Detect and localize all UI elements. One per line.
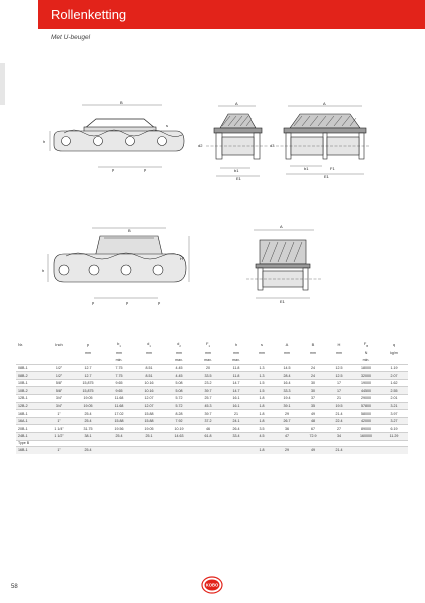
table-cell	[194, 446, 222, 454]
table-cell: 1 1/4"	[54, 426, 64, 431]
table-header-row	[16, 340, 408, 349]
table-cell: 16B-1	[18, 448, 28, 453]
drawing-chain-side-view-top	[36, 97, 186, 192]
table-cell: 37	[311, 396, 315, 401]
table-cell: 29000	[361, 396, 371, 401]
table-cell: 1.62	[390, 381, 398, 386]
column-header	[326, 340, 352, 349]
table-cell: 1.8	[259, 403, 265, 408]
column-note	[16, 357, 46, 365]
table-row	[16, 446, 408, 454]
column-header-symbol: s	[261, 342, 263, 347]
table-cell: 58000	[361, 411, 371, 416]
table-cell: 39.1	[283, 403, 291, 408]
column-header-symbol: F	[206, 341, 209, 347]
table-cell: 30	[311, 381, 315, 386]
column-header-symbol: B	[311, 342, 315, 347]
column-header-symbol: q	[392, 342, 396, 347]
table-cell: 7.92	[175, 419, 183, 424]
table-cell: 38.1	[84, 434, 92, 439]
table-cell: 3.21	[390, 403, 398, 408]
table-cell: 16B-1	[18, 411, 28, 416]
table-cell: 33.4	[232, 434, 240, 439]
table-cell: 17	[337, 381, 341, 386]
table-cell: 1"	[57, 448, 61, 453]
table-cell: 11.8	[232, 365, 240, 370]
table-cell: 3.97	[390, 411, 398, 416]
side-tab	[0, 63, 5, 105]
table-cell: 3/4"	[55, 396, 63, 401]
table-cell: 11.68	[114, 403, 124, 408]
column-header	[300, 340, 326, 349]
column-header-subscript: 2	[179, 344, 181, 348]
table-cell: 19.4	[283, 396, 291, 401]
column-note	[134, 357, 164, 365]
dim-label-b-2: B	[128, 228, 131, 233]
column-unit: mm	[284, 350, 290, 355]
table-cell: 30	[311, 388, 315, 393]
table-cell: 1.3	[259, 365, 265, 370]
table-cell: 33.5	[204, 373, 212, 378]
table-cell: 8.51	[145, 365, 153, 370]
table-cell	[380, 446, 408, 454]
column-header-subscript: B	[366, 344, 369, 348]
table-cell: 16.1	[232, 396, 240, 401]
type-label: Type B	[18, 441, 30, 446]
table-cell: 47	[285, 434, 289, 439]
table-row	[16, 372, 408, 380]
table-row	[16, 395, 408, 403]
table-cell: 14.7	[232, 388, 240, 393]
table-cell: 12B-1	[18, 396, 28, 401]
table-cell: 10.19	[174, 426, 184, 431]
table-cell	[164, 446, 194, 454]
column-header-symbol: h	[234, 342, 238, 347]
column-header-symbol: p	[86, 342, 90, 347]
dim-label-p-5: p	[158, 300, 161, 305]
table-cell: 12.7	[84, 365, 92, 370]
table-cell: 9.65	[115, 388, 123, 393]
table-cell: 19000	[361, 381, 371, 386]
table-cell: 72.9	[309, 434, 317, 439]
table-cell: 5.08	[175, 381, 183, 386]
table-cell: 11.29	[389, 434, 399, 439]
dim-label-p-3: p	[92, 300, 95, 305]
table-cell: 7.75	[115, 365, 123, 370]
table-cell: 6.19	[390, 426, 398, 431]
table-cell: 1.8	[259, 411, 265, 416]
table-cell: 1.5	[259, 388, 265, 393]
table-cell: 25.4	[84, 411, 92, 416]
table-cell: 1.8	[259, 419, 265, 424]
column-unit: mm	[205, 350, 211, 355]
column-header	[194, 340, 222, 349]
table-cell: 15.88	[114, 419, 124, 424]
column-note: max.	[204, 358, 212, 363]
page-number: 58	[11, 584, 18, 590]
dim-label-a-3: A	[280, 224, 283, 229]
table-cell: 4.45	[175, 365, 183, 370]
table-cell: 1.19	[390, 365, 398, 370]
table-cell: 49	[311, 448, 315, 453]
column-header-symbol: Inch	[55, 342, 63, 347]
table-cell: 5.72	[175, 396, 183, 401]
column-unit: mm	[259, 350, 265, 355]
table-row	[16, 387, 408, 395]
dim-label-p-4: p	[126, 300, 129, 305]
table-unit-row	[16, 349, 408, 357]
column-note	[300, 357, 326, 365]
column-header-subscript: 1	[208, 344, 210, 348]
table-cell: 26.7	[283, 419, 291, 424]
dim-label-h-2: h	[42, 268, 45, 273]
table-cell	[222, 446, 250, 454]
table-cell: 21.4	[335, 411, 343, 416]
table-cell: 14.7	[232, 381, 240, 386]
table-cell: 37.2	[204, 419, 212, 424]
column-note	[46, 357, 72, 365]
dim-label-b1-1: b1	[234, 168, 239, 173]
table-cell: 35	[311, 403, 315, 408]
table-cell: 33.3	[283, 388, 291, 393]
table-cell	[104, 446, 134, 454]
dim-label-p-2: p	[144, 167, 147, 172]
table-row	[16, 379, 408, 387]
table-cell: 16.4	[283, 381, 291, 386]
drawing-chain-section-single	[194, 100, 269, 185]
dim-label-a-2: A	[323, 101, 326, 106]
page-subtitle: Met U-beugel	[51, 34, 91, 41]
table-cell: 25.4	[84, 419, 92, 424]
column-unit: mm	[116, 350, 122, 355]
table-cell: 42000	[361, 419, 371, 424]
column-unit	[46, 349, 72, 357]
table-row	[16, 425, 408, 433]
table-cell: 12.5	[335, 373, 343, 378]
column-note	[72, 357, 104, 365]
table-cell: 19.05	[83, 396, 93, 401]
table-cell: 48	[311, 419, 315, 424]
table-cell: 21	[337, 396, 341, 401]
column-header	[250, 340, 274, 349]
dim-label-d3: d3	[270, 143, 275, 148]
dim-label-d2: d2	[198, 143, 203, 148]
table-cell: 32000	[361, 373, 371, 378]
column-unit: mm	[176, 350, 182, 355]
table-cell: 39.7	[204, 411, 212, 416]
table-cell: 2.55	[390, 388, 398, 393]
column-header-subscript: 1	[149, 344, 151, 348]
table-cell: 19.56	[114, 426, 124, 431]
column-header	[380, 340, 408, 349]
column-note: min.	[362, 358, 370, 363]
table-row	[16, 417, 408, 425]
column-unit: mm	[146, 350, 152, 355]
table-cell: 25.4	[115, 434, 123, 439]
table-cell: 8.28	[175, 411, 183, 416]
column-header-subscript: 1	[119, 344, 121, 348]
table-cell: 1.8	[259, 448, 265, 453]
table-cell: 46	[206, 426, 210, 431]
table-cell: 28.4	[283, 373, 291, 378]
table-cell: 160000	[360, 434, 372, 439]
table-cell: 21.4	[335, 448, 343, 453]
table-cell: 25.4	[84, 448, 92, 453]
table-cell: 1.3	[259, 373, 265, 378]
table-cell: 4.5	[259, 434, 265, 439]
table-cell: 19.5	[335, 403, 343, 408]
drawing-chain-section-duplex	[270, 100, 370, 185]
column-unit: mm	[85, 350, 91, 355]
table-cell: 11.8	[232, 373, 240, 378]
table-cell: 16A-1	[18, 419, 28, 424]
table-cell: 18000	[361, 365, 371, 370]
table-cell: 19.05	[144, 426, 154, 431]
table-cell: 67	[311, 426, 315, 431]
table-cell: 19.05	[83, 403, 93, 408]
table-cell: 12B-2	[18, 403, 28, 408]
table-cell: 1 1/2"	[54, 434, 64, 439]
table-note-row	[16, 357, 408, 365]
column-note	[274, 357, 300, 365]
dim-label-f1: F1	[330, 166, 335, 171]
table-cell: 7.75	[115, 373, 123, 378]
column-header	[164, 340, 194, 349]
column-header-symbol: H	[337, 342, 341, 347]
table-cell: 26.4	[232, 426, 240, 431]
column-unit: mm	[336, 350, 342, 355]
header-bar	[38, 0, 425, 29]
table-cell: 36	[285, 426, 289, 431]
table-cell: 08B-1	[18, 365, 28, 370]
column-header-symbol: A	[285, 342, 289, 347]
dim-label-e1-2: E1	[324, 174, 329, 179]
table-cell: 3.5	[259, 426, 265, 431]
table-cell: 2.07	[390, 373, 398, 378]
column-header-symbol: b	[117, 341, 120, 347]
column-note	[326, 357, 352, 365]
table-cell: 16.1	[232, 403, 240, 408]
column-note: min.	[115, 358, 123, 363]
table-cell: 17	[337, 388, 341, 393]
table-cell: 20	[206, 365, 210, 370]
table-cell: 49	[311, 411, 315, 416]
column-unit: mm	[310, 350, 316, 355]
column-header-symbol: d	[177, 341, 180, 347]
table-cell: 12.7	[84, 373, 92, 378]
column-note: max.	[232, 358, 240, 363]
specification-table	[16, 340, 408, 454]
column-header	[352, 340, 380, 349]
dim-label-e1-1: E1	[236, 176, 241, 181]
dim-label-hh: H	[180, 256, 183, 261]
column-note: max.	[175, 358, 183, 363]
drawing-chain-side-view-bottom	[34, 222, 194, 312]
table-cell: 1/2"	[55, 373, 63, 378]
dim-label-b1-2: b1	[304, 166, 309, 171]
table-cell: 1"	[57, 419, 61, 424]
table-cell: 15,875	[82, 388, 94, 393]
table-cell: 5.72	[175, 403, 183, 408]
table-cell: 23.2	[204, 381, 212, 386]
table-cell: 9.65	[115, 381, 123, 386]
dim-label-b: B	[120, 100, 123, 105]
column-header	[46, 340, 72, 349]
table-cell: 24B-1	[18, 434, 28, 439]
table-cell: 12.07	[144, 403, 154, 408]
table-cell: 4.45	[175, 373, 183, 378]
table-row	[16, 410, 408, 418]
table-cell: 10.16	[144, 388, 154, 393]
table-cell: 44500	[361, 388, 371, 393]
page-title: Rollenketting	[51, 7, 127, 22]
table-cell: 17.02	[114, 411, 124, 416]
table-cell: 61.8	[204, 434, 212, 439]
table-cell: 24	[311, 365, 315, 370]
column-header-symbol: Nr.	[18, 342, 24, 347]
table-row	[16, 364, 408, 372]
table-cell: 5/8"	[55, 381, 63, 386]
table-cell: 2.01	[390, 396, 398, 401]
table-row	[16, 433, 408, 441]
table-cell: 89000	[361, 426, 371, 431]
table-cell: 57800	[361, 403, 371, 408]
table-cell: 12.07	[144, 396, 154, 401]
table-cell: 20B-1	[18, 426, 28, 431]
table-cell: 25.7	[204, 396, 212, 401]
column-unit	[16, 349, 46, 357]
table-cell: 29	[285, 411, 289, 416]
table-cell: 14.5	[283, 365, 291, 370]
table-cell: 5/8"	[55, 388, 63, 393]
table-cell: 15.88	[144, 411, 154, 416]
table-cell: 10B-2	[18, 388, 28, 393]
table-cell: 08B-2	[18, 373, 28, 378]
table-cell: 12.5	[335, 365, 343, 370]
column-unit: kg/m	[390, 350, 398, 355]
table-cell: 5.08	[175, 388, 183, 393]
table-cell: 1/2"	[55, 365, 63, 370]
table-cell: 24.1	[232, 419, 240, 424]
column-header-symbol: F	[363, 341, 367, 347]
table-cell: 31.75	[83, 426, 93, 431]
logo-text: KOBO	[205, 582, 219, 588]
table-cell: 8.51	[145, 373, 153, 378]
dim-label-h: h	[43, 139, 46, 144]
column-header	[72, 340, 104, 349]
column-header-symbol: d	[147, 341, 150, 347]
table-cell: 22.4	[335, 419, 343, 424]
column-note	[250, 357, 274, 365]
kobo-logo	[201, 576, 223, 594]
table-cell: 29	[285, 448, 289, 453]
column-unit: N	[364, 350, 368, 355]
table-cell: 1.5	[259, 381, 265, 386]
column-header	[134, 340, 164, 349]
table-cell: 15.88	[144, 419, 154, 424]
table-cell: 1.8	[259, 396, 265, 401]
table-cell: 10.16	[144, 381, 154, 386]
table-cell: 21	[234, 411, 238, 416]
table-cell	[352, 446, 380, 454]
dim-label-a-1: A	[235, 101, 238, 106]
table-row	[16, 402, 408, 410]
table-cell: 27	[337, 426, 341, 431]
table-cell: 3/4"	[55, 403, 63, 408]
column-note	[380, 357, 408, 365]
column-header	[222, 340, 250, 349]
table-cell: 11.68	[114, 396, 124, 401]
table-cell: 3.27	[390, 419, 398, 424]
table-body	[16, 364, 408, 454]
table-cell	[134, 446, 164, 454]
table-cell: 15,875	[82, 381, 94, 386]
column-header	[16, 340, 46, 349]
dim-label-e1-3: E1	[280, 299, 285, 304]
table-cell: 10B-1	[18, 381, 28, 386]
table-cell: 1"	[57, 411, 61, 416]
column-header	[104, 340, 134, 349]
column-unit: mm	[233, 350, 239, 355]
dim-label-s: s	[166, 123, 168, 128]
column-header	[274, 340, 300, 349]
table-cell: 39.7	[204, 388, 212, 393]
drawing-chain-section-bottom	[244, 222, 326, 307]
table-cell: 24	[311, 373, 315, 378]
table-cell: 34	[337, 434, 341, 439]
dim-label-p-1: p	[112, 167, 115, 172]
table-cell: 25.1	[145, 434, 153, 439]
table-cell: 45.3	[204, 403, 212, 408]
table-cell: 14.63	[174, 434, 184, 439]
